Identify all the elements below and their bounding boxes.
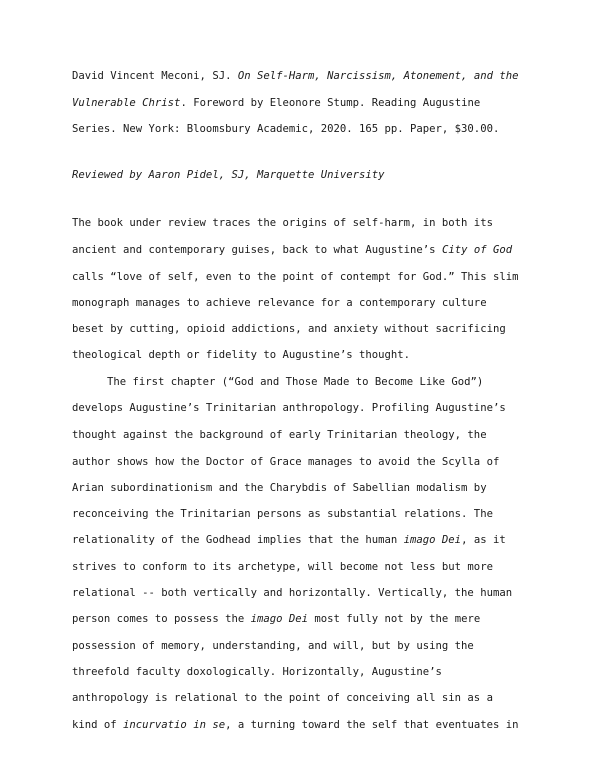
italic-text-run: imago Dei <box>250 613 308 625</box>
text-run: ancient and contemporary guises, back to what Augustine’s <box>72 244 442 256</box>
text-run: , as it <box>461 534 506 546</box>
reviewer-line <box>72 168 385 182</box>
book-title-part-2: Vulnerable Christ <box>72 97 181 109</box>
text-run: relationality of the Godhead implies that the human <box>72 534 404 546</box>
text-run: kind of <box>72 719 124 731</box>
paragraph-2-line-11: possession of memory, understanding, and will, but by using the <box>72 640 474 652</box>
paragraph-2-line-9: relational -- both vertically and horizontally. Vertically, the human <box>72 587 513 599</box>
citation-line-1 <box>72 69 518 83</box>
paragraph-1-line-1: The book under review traces the origins of self-harm, in both its <box>72 217 493 229</box>
paragraph-1-line-6: theological depth or fidelity to Augustine’s thought. <box>72 349 411 361</box>
paragraph-1-line-5: beset by cutting, opioid addictions, and anxiety without sacrificing <box>72 323 506 335</box>
italic-text-run: City of God <box>441 244 513 256</box>
citation-line-3: Series. New York: Bloomsbury Academic, 2020. 165 pp. Paper, $30.00. <box>72 123 500 135</box>
text-run: person comes to possess the <box>72 613 251 625</box>
citation-line-2 <box>72 96 480 110</box>
paragraph-2-line-1: The first chapter (“God and Those Made to Become Like God”) <box>107 376 484 388</box>
paragraph-2-line-6: reconceiving the Trinitarian persons as substantial relations. The <box>72 508 493 520</box>
paragraph-2-line-8: strives to conform to its archetype, will become not less but more <box>72 561 493 573</box>
paragraph-2-line-2: develops Augustine’s Trinitarian anthropology. Profiling Augustine’s <box>72 402 506 414</box>
citation-details: . Foreword by Eleonore Stump. Reading Augustine <box>180 97 481 109</box>
paragraph-2-line-4: author shows how the Doctor of Grace manages to avoid the Scylla of <box>72 456 500 468</box>
text-run: , a turning toward the self that eventuates in <box>225 719 519 731</box>
paragraph-1-line-3: calls “love of self, even to the point of contempt for God.” This slim <box>72 271 519 283</box>
paragraph-2-line-12: threefold faculty doxologically. Horizontally, Augustine’s <box>72 666 442 678</box>
reviewer-text: Reviewed by Aaron Pidel, SJ, Marquette University <box>72 169 385 181</box>
paragraph-2-line-13: anthropology is relational to the point of conceiving all sin as a <box>72 692 493 704</box>
paragraph-1-line-4: monograph manages to achieve relevance for a contemporary culture <box>72 297 487 309</box>
text-run: most fully not by the mere <box>308 613 481 625</box>
italic-text-run: imago Dei <box>403 534 462 546</box>
paragraph-2-line-7 <box>72 533 506 547</box>
book-title-part-1: On Self-Harm, Narcissism, Atonement, and the <box>237 70 519 82</box>
paragraph-2-line-3: thought against the background of early Trinitarian theology, the <box>72 429 487 441</box>
paragraph-2-line-14 <box>72 718 518 732</box>
paragraph-1-line-2 <box>72 243 512 257</box>
paragraph-2-line-5: Arian subordinationism and the Charybdis of Sabellian modalism by <box>72 482 487 494</box>
paragraph-2-line-10 <box>72 612 480 626</box>
italic-text-run: incurvatio in se <box>123 719 226 731</box>
citation-author: David Vincent Meconi, SJ. <box>72 70 238 82</box>
